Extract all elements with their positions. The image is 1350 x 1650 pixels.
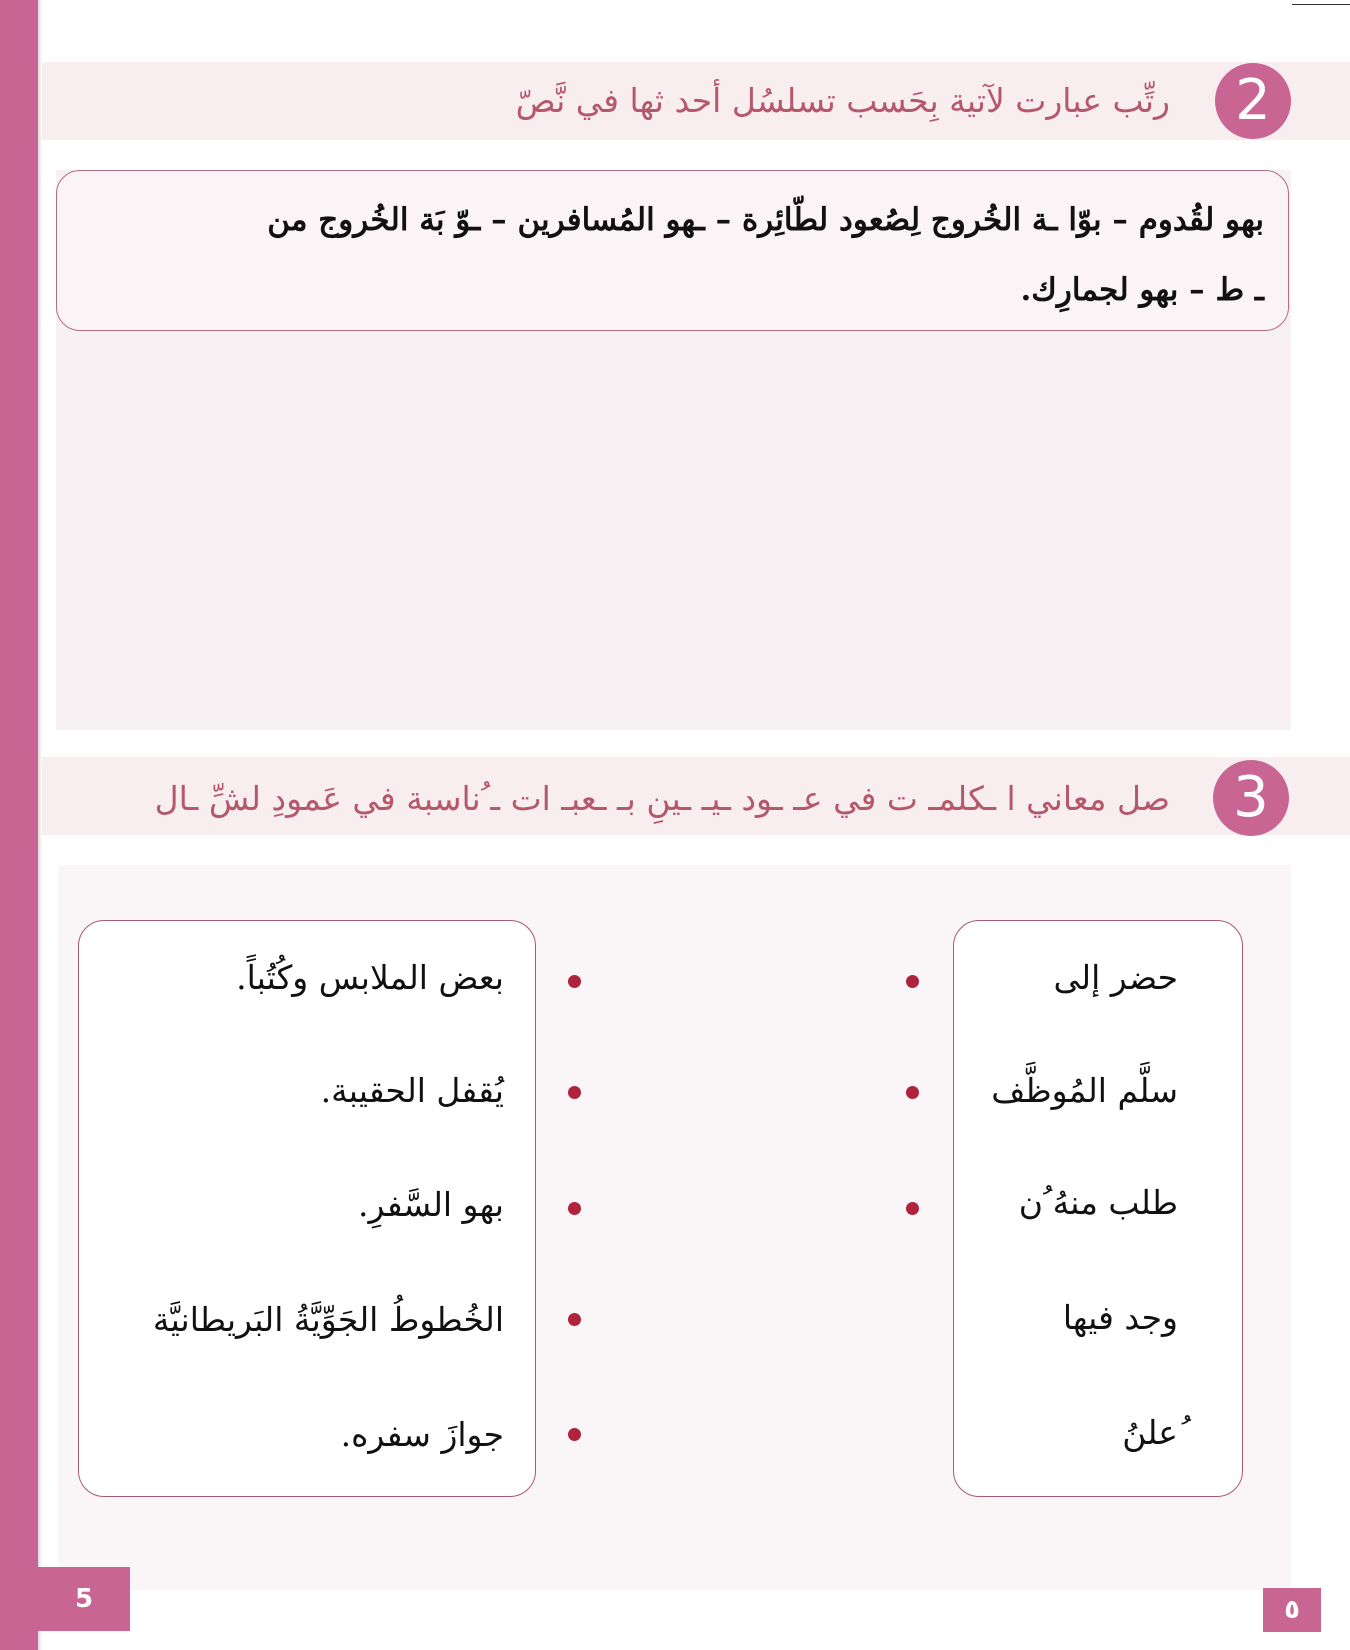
- left-match-dot-3[interactable]: [568, 1202, 581, 1215]
- section-2-word-box: [56, 170, 1289, 331]
- left-item-2: يُقفل الحقيبة.: [320, 1071, 504, 1110]
- left-match-dot-5[interactable]: [568, 1428, 581, 1441]
- word-box-line-2: ـ ط – بهو لجمارِك.: [1020, 272, 1264, 308]
- left-match-dot-4[interactable]: [568, 1313, 581, 1326]
- page-number-right: ٥: [1263, 1588, 1321, 1632]
- right-item-5: ُعلنُ: [1122, 1413, 1178, 1452]
- right-match-dot-3[interactable]: [906, 1202, 919, 1215]
- left-match-dot-1[interactable]: [568, 975, 581, 988]
- section-3-title: صل معاني ا ـكلمـ ت في عـ ـود ـيـ ـينِ بـ ـعبـ ات ـ ُناسبة في عَمودِ لشِّ ـال: [154, 779, 1170, 818]
- left-match-dot-2[interactable]: [568, 1086, 581, 1099]
- left-item-4: الخُطوطُ الجَوِّيَّةُ البَريطانيَّة: [152, 1300, 504, 1339]
- section-2-number-badge: 2: [1215, 63, 1291, 139]
- left-item-3: بهو السَّفرِ.: [358, 1185, 504, 1224]
- right-match-dot-1[interactable]: [906, 975, 919, 988]
- right-item-3: طلب منهُ ُن: [1018, 1183, 1178, 1222]
- right-item-1: حضر إلى: [1053, 958, 1178, 997]
- word-box-line-1: بهو لقُدوم – بوّا ـة الخُروج لِصُعود لطّائِرة – ـهو المُسافرين – ـوّ بَة الخُروج من: [267, 202, 1264, 238]
- right-item-2: سلَّم المُوظَّف: [991, 1071, 1178, 1110]
- top-corner-rule: [1292, 4, 1350, 5]
- section-2-title: رتِّب عبارت لآتية بِحَسب تسلسُل أحد ثها في نَّصّ: [515, 81, 1170, 120]
- right-item-4: وجد فيها: [1062, 1298, 1178, 1337]
- page-side-stripe: [0, 0, 38, 1650]
- right-match-dot-2[interactable]: [906, 1086, 919, 1099]
- section-3-number-badge: 3: [1213, 760, 1289, 836]
- left-item-1: بعض الملابس وكُتُباً.: [236, 958, 504, 997]
- page-number-left: 5: [38, 1567, 130, 1631]
- left-item-5: جوازَ سفره.: [340, 1415, 504, 1454]
